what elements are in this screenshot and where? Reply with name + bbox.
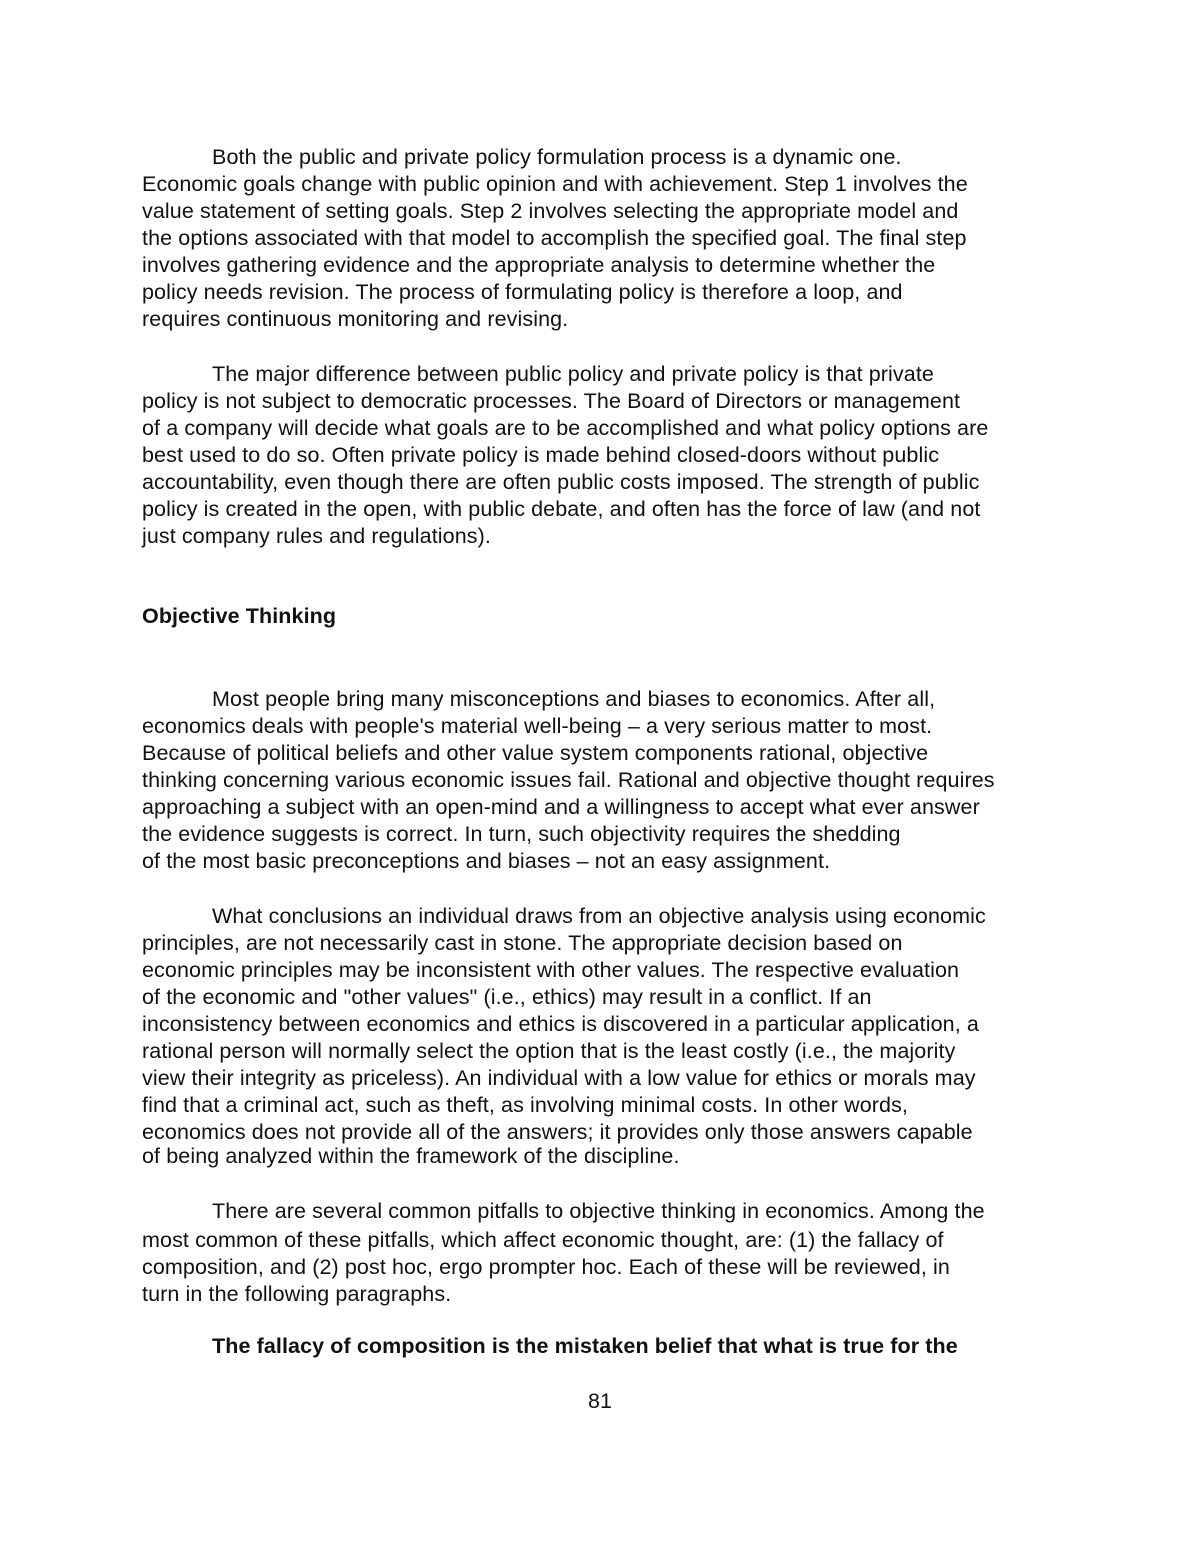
text-line: Because of political beliefs and other value system components rational, objective: [142, 741, 929, 765]
text-line: economic principles may be inconsistent with other values. The respective evaluation: [142, 958, 960, 982]
text-line: Both the public and private policy formulation process is a dynamic one.: [212, 145, 902, 169]
text-line: approaching a subject with an open-mind and a willingness to accept what ever answer: [142, 795, 980, 819]
text-line: of a company will decide what goals are to be accomplished and what policy options are: [142, 416, 989, 440]
text-line: principles, are not necessarily cast in stone. The appropriate decision based on: [142, 931, 903, 955]
text-line: view their integrity as priceless). An individual with a low value for ethics or morals may: [142, 1066, 976, 1090]
text-line: economics deals with people's material well-being – a very serious matter to most.: [142, 714, 933, 738]
text-line: composition, and (2) post hoc, ergo prompter hoc. Each of these will be reviewed, in: [142, 1255, 950, 1279]
text-line: requires continuous monitoring and revising.: [142, 307, 569, 331]
text-line: economics does not provide all of the answers; it provides only those answers capable: [142, 1120, 973, 1144]
text-line: policy needs revision. The process of formulating policy is therefore a loop, and: [142, 280, 903, 304]
text-line: the evidence suggests is correct. In turn, such objectivity requires the shedding: [142, 822, 901, 846]
text-line: just company rules and regulations).: [142, 524, 491, 548]
text-line: find that a criminal act, such as theft, as involving minimal costs. In other words,: [142, 1093, 909, 1117]
text-line: value statement of setting goals. Step 2 involves selecting the appropriate model and: [142, 199, 959, 223]
text-line: of being analyzed within the framework of the discipline.: [142, 1144, 680, 1168]
text-line: involves gathering evidence and the appropriate analysis to determine whether the: [142, 253, 936, 277]
text-line: best used to do so. Often private policy is made behind closed-doors without public: [142, 443, 940, 467]
section-heading-objective-thinking: Objective Thinking: [142, 604, 337, 628]
text-line: What conclusions an individual draws from an objective analysis using economic: [212, 904, 986, 928]
text-line: policy is created in the open, with public debate, and often has the force of law (and not: [142, 497, 981, 521]
fallacy-definition: The fallacy of composition is the mistaken belief that what is true for the: [212, 1334, 958, 1358]
text-line: of the economic and "other values" (i.e., ethics) may result in a conflict. If an: [142, 985, 872, 1009]
text-line: most common of these pitfalls, which affect economic thought, are: (1) the fallacy of: [142, 1228, 944, 1252]
text-line: of the most basic preconceptions and biases – not an easy assignment.: [142, 849, 831, 873]
text-line: the options associated with that model to accomplish the specified goal. The final step: [142, 226, 967, 250]
text-line: Most people bring many misconceptions and biases to economics. After all,: [212, 687, 936, 711]
text-line: Economic goals change with public opinion and with achievement. Step 1 involves the: [142, 172, 968, 196]
text-line: rational person will normally select the option that is the least costly (i.e., the majority: [142, 1039, 956, 1063]
text-line: The major difference between public policy and private policy is that private: [212, 362, 934, 386]
text-line: thinking concerning various economic issues fail. Rational and objective thought requires: [142, 768, 995, 792]
text-line: accountability, even though there are often public costs imposed. The strength of public: [142, 470, 980, 494]
text-line: turn in the following paragraphs.: [142, 1282, 452, 1306]
text-line: There are several common pitfalls to objective thinking in economics. Among the: [212, 1199, 985, 1223]
page-number: 81: [588, 1389, 612, 1413]
text-line: inconsistency between economics and ethics is discovered in a particular application, a: [142, 1012, 979, 1036]
text-line: policy is not subject to democratic processes. The Board of Directors or management: [142, 389, 961, 413]
